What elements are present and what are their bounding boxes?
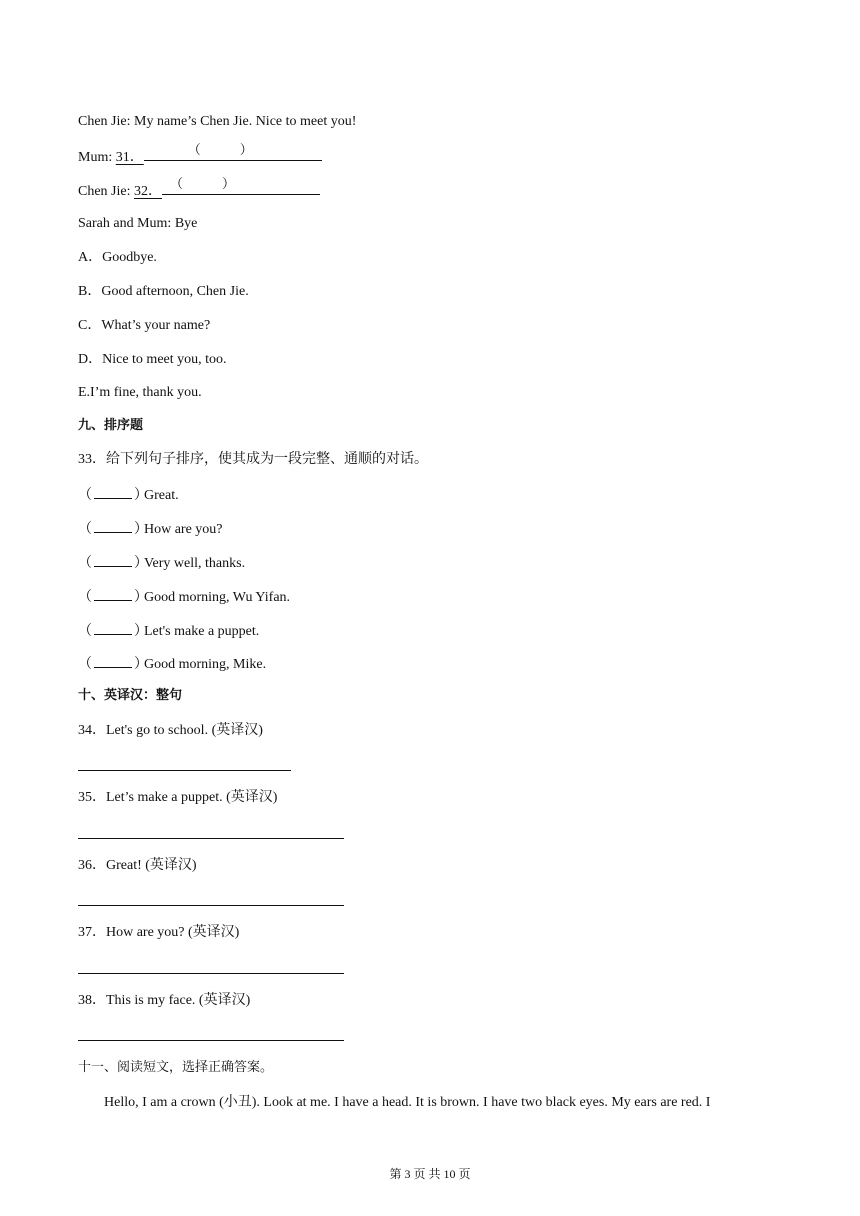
order-sentence: How are you? [144, 522, 223, 537]
order-sentence: Good morning, Wu Yifan. [144, 590, 291, 605]
question-34: 34．Let's go to school. (英译汉) [78, 723, 263, 738]
question-37: 37．How are you? (英译汉) [78, 925, 240, 940]
order-sentence: Let's make a puppet. [144, 624, 260, 639]
order-item [78, 518, 223, 540]
order-sentence: Great. [144, 488, 179, 503]
order-bracket: （ ） [78, 552, 144, 574]
option-a: A．Goodbye. [78, 250, 157, 265]
question-36: 36．Great! (英译汉) [78, 858, 197, 873]
order-blank[interactable] [94, 620, 132, 635]
order-item [78, 653, 266, 675]
question-35: 35．Let’s make a puppet. (英译汉) [78, 790, 278, 805]
section-heading-9: 九、排序题 [78, 418, 144, 433]
speaker-mum: Mum: [78, 150, 113, 165]
option-c: C．What’s your name? [78, 318, 211, 333]
order-sentence: Very well, thanks. [144, 556, 246, 571]
order-bracket: （ ） [78, 484, 144, 506]
order-item [78, 620, 259, 642]
option-e: E.I’m fine, thank you. [78, 385, 202, 400]
answer-line-34[interactable] [78, 770, 291, 771]
answer-blank-32[interactable] [162, 176, 320, 195]
answer-line-35[interactable] [78, 838, 344, 839]
dialogue-line-chen-jie-32 [78, 176, 320, 202]
order-bracket: （ ） [78, 653, 144, 675]
order-bracket: （ ） [78, 518, 144, 540]
order-bracket: （ ） [78, 620, 144, 642]
order-blank[interactable] [94, 518, 132, 533]
answer-blank-31[interactable] [144, 142, 322, 161]
order-blank[interactable] [94, 586, 132, 601]
order-blank[interactable] [94, 484, 132, 499]
dialogue-line-chen-jie: Chen Jie: My name’s Chen Jie. Nice to meet you! [78, 114, 357, 129]
answer-paren-32: （ ） [170, 176, 236, 191]
answer-line-37[interactable] [78, 973, 344, 974]
speaker-chen-jie: Chen Jie: [78, 184, 131, 199]
question-number-31: 31． [115, 150, 144, 165]
order-item [78, 484, 179, 506]
order-sentence: Good morning, Mike. [144, 657, 267, 672]
answer-paren-31: （ ） [187, 142, 253, 157]
question-number-32: 32． [134, 184, 162, 199]
order-blank[interactable] [94, 552, 132, 567]
dialogue-line-mum-31 [78, 142, 322, 168]
question-33: 33．给下列句子排序，使其成为一段完整、通顺的对话。 [78, 452, 428, 467]
option-b: B．Good afternoon, Chen Jie. [78, 284, 249, 299]
reading-passage: Hello, I am a crown (小丑). Look at me. I have a head. It is brown. I have two black eyes. My ears are red. I [104, 1095, 711, 1110]
section-heading-10: 十、英译汉：整句 [78, 688, 183, 703]
dialogue-line-bye: Sarah and Mum: Bye [78, 216, 198, 231]
order-blank[interactable] [94, 653, 132, 668]
order-bracket: （ ） [78, 586, 144, 608]
page-footer: 第 3 页 共 10 页 [389, 1167, 471, 1181]
order-item [78, 552, 245, 574]
option-d: D．Nice to meet you, too. [78, 352, 227, 367]
section-heading-11: 十一、阅读短文，选择正确答案。 [78, 1060, 274, 1075]
question-38: 38．This is my face. (英译汉) [78, 993, 251, 1008]
answer-line-36[interactable] [78, 905, 344, 906]
order-item [78, 586, 290, 608]
answer-line-38[interactable] [78, 1040, 344, 1041]
